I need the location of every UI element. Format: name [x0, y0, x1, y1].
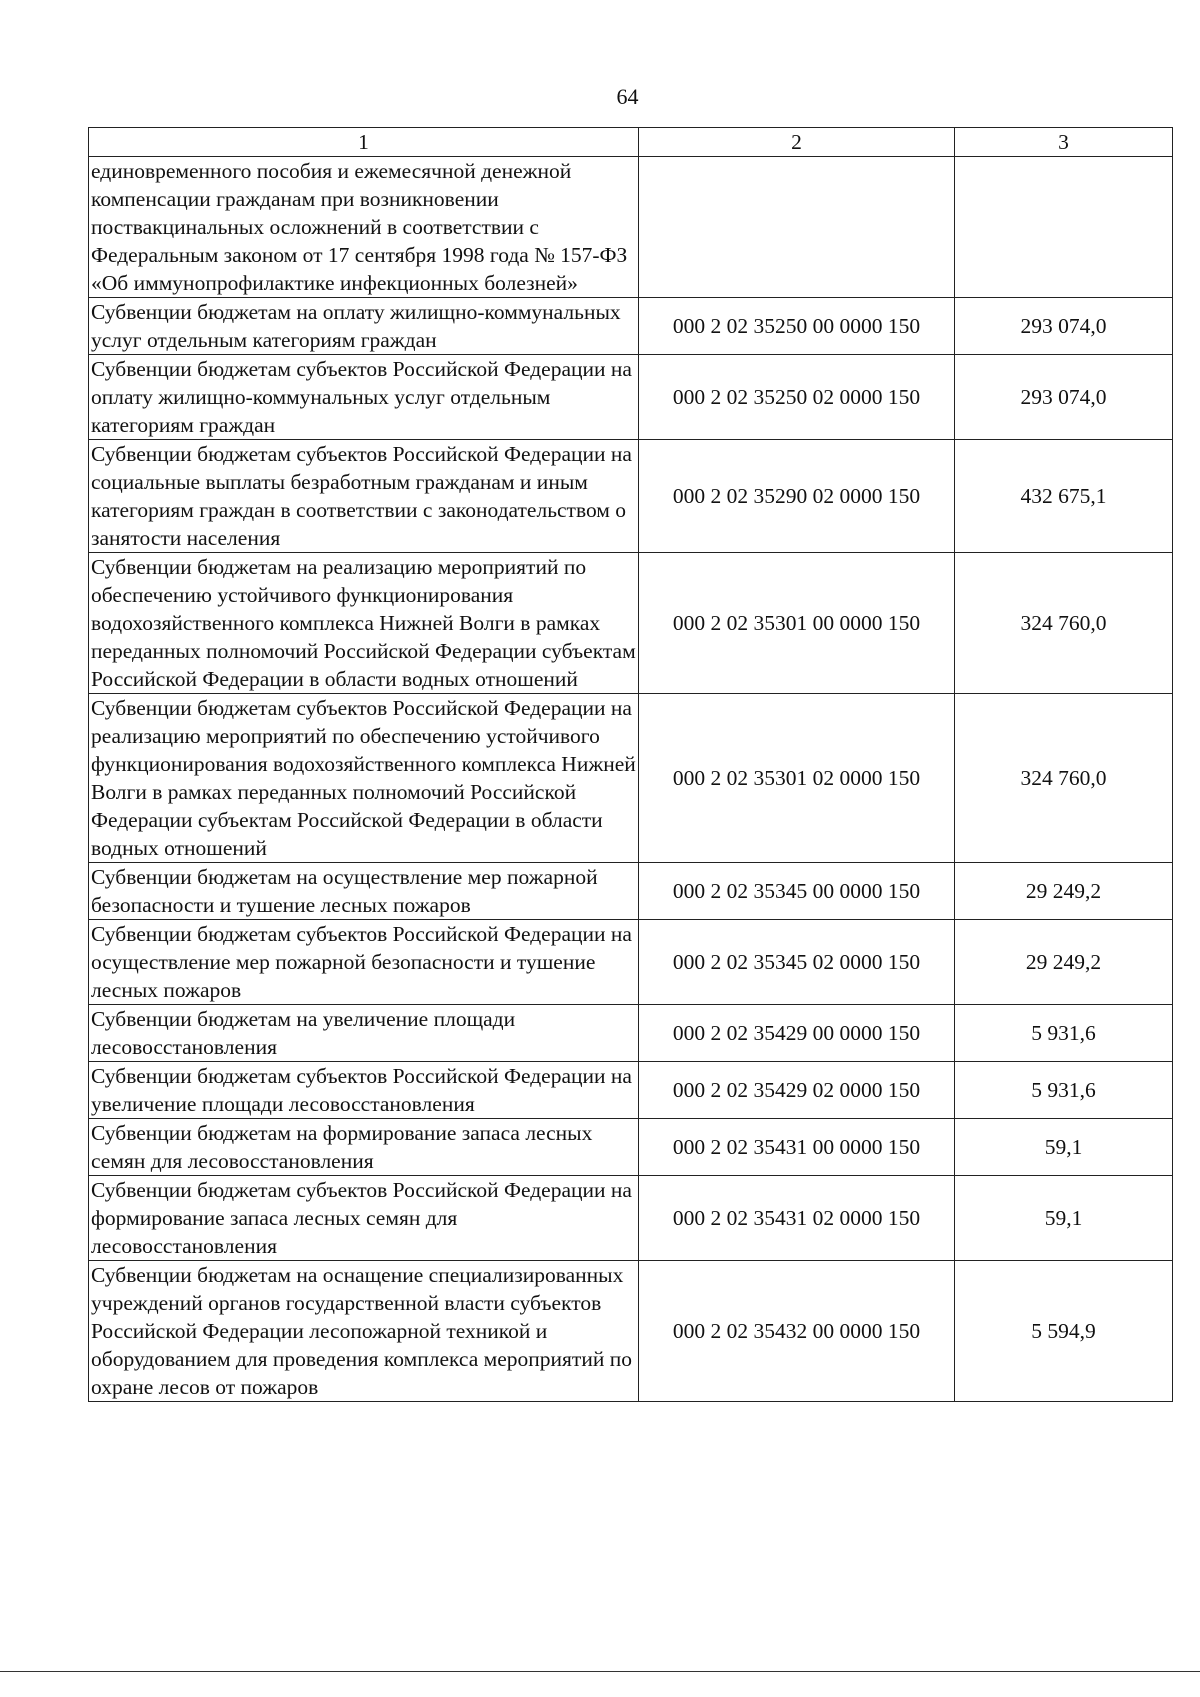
row-code: 000 2 02 35431 00 0000 150	[639, 1119, 955, 1176]
row-name: Субвенции бюджетам на реализацию мероприятий по обеспечению устойчивого функционирования водохозяйственного комплекса Нижней Волги в рамках переданных полномочий Российской Федерации субъектам Российской Федерации в области водных отношений	[89, 553, 639, 694]
row-sum: 432 675,1	[955, 440, 1173, 553]
table-row	[89, 1119, 1173, 1176]
row-name: Субвенции бюджетам на осуществление мер пожарной безопасности и тушение лесных пожаров	[89, 863, 639, 920]
row-code: 000 2 02 35301 02 0000 150	[639, 694, 955, 863]
header-col-2: 2	[639, 128, 955, 157]
row-code	[639, 157, 955, 298]
table-row	[89, 1176, 1173, 1261]
row-name: Субвенции бюджетам на увеличение площади лесовосстановления	[89, 1005, 639, 1062]
table-row	[89, 298, 1173, 355]
row-name: единовременного пособия и ежемесячной денежной компенсации гражданам при возникновении поствакцинальных осложнений в соответствии с Федеральным законом от 17 сентября 1998 года № 157-ФЗ «Об иммунопрофилактике инфекционных болезней»	[89, 157, 639, 298]
header-col-3: 3	[955, 128, 1173, 157]
row-code: 000 2 02 35301 00 0000 150	[639, 553, 955, 694]
row-code: 000 2 02 35345 00 0000 150	[639, 863, 955, 920]
table-row	[89, 157, 1173, 298]
row-name: Субвенции бюджетам на формирование запаса лесных семян для лесовосстановления	[89, 1119, 639, 1176]
table-row	[89, 920, 1173, 1005]
row-sum: 293 074,0	[955, 355, 1173, 440]
row-name: Субвенции бюджетам субъектов Российской Федерации на оплату жилищно-коммунальных услуг отдельным категориям граждан	[89, 355, 639, 440]
row-code: 000 2 02 35345 02 0000 150	[639, 920, 955, 1005]
budget-table	[88, 127, 1173, 1402]
table-row	[89, 863, 1173, 920]
row-code: 000 2 02 35290 02 0000 150	[639, 440, 955, 553]
row-name: Субвенции бюджетам субъектов Российской Федерации на увеличение площади лесовосстановления	[89, 1062, 639, 1119]
table-row	[89, 1062, 1173, 1119]
row-name: Субвенции бюджетам субъектов Российской Федерации на реализацию мероприятий по обеспечению устойчивого функционирования водохозяйственного комплекса Нижней Волги в рамках переданных полномочий Российской Федерации субъектам Российской Федерации в области водных отношений	[89, 694, 639, 863]
page-number: 64	[616, 84, 639, 109]
table-row	[89, 694, 1173, 863]
row-code: 000 2 02 35432 00 0000 150	[639, 1261, 955, 1402]
row-name: Субвенции бюджетам на оплату жилищно-коммунальных услуг отдельным категориям граждан	[89, 298, 639, 355]
row-sum: 324 760,0	[955, 553, 1173, 694]
row-sum: 5 594,9	[955, 1261, 1173, 1402]
table-row	[89, 440, 1173, 553]
table-row	[89, 1261, 1173, 1402]
table-row	[89, 1005, 1173, 1062]
header-col-1: 1	[89, 128, 639, 157]
row-sum	[955, 157, 1173, 298]
row-sum: 59,1	[955, 1119, 1173, 1176]
row-sum: 324 760,0	[955, 694, 1173, 863]
table-row	[89, 553, 1173, 694]
row-code: 000 2 02 35250 02 0000 150	[639, 355, 955, 440]
row-code: 000 2 02 35250 00 0000 150	[639, 298, 955, 355]
row-sum: 5 931,6	[955, 1005, 1173, 1062]
row-sum: 29 249,2	[955, 920, 1173, 1005]
row-code: 000 2 02 35431 02 0000 150	[639, 1176, 955, 1261]
bottom-divider	[0, 1671, 1200, 1672]
row-sum: 293 074,0	[955, 298, 1173, 355]
row-sum: 5 931,6	[955, 1062, 1173, 1119]
table-row	[89, 355, 1173, 440]
row-sum: 59,1	[955, 1176, 1173, 1261]
row-name: Субвенции бюджетам субъектов Российской Федерации на осуществление мер пожарной безопасности и тушение лесных пожаров	[89, 920, 639, 1005]
row-code: 000 2 02 35429 00 0000 150	[639, 1005, 955, 1062]
row-code: 000 2 02 35429 02 0000 150	[639, 1062, 955, 1119]
row-sum: 29 249,2	[955, 863, 1173, 920]
row-name: Субвенции бюджетам субъектов Российской Федерации на социальные выплаты безработным гражданам и иным категориям граждан в соответствии с законодательством о занятости населения	[89, 440, 639, 553]
row-name: Субвенции бюджетам субъектов Российской Федерации на формирование запаса лесных семян для лесовосстановления	[89, 1176, 639, 1261]
row-name: Субвенции бюджетам на оснащение специализированных учреждений органов государственной власти субъектов Российской Федерации лесопожарной техникой и оборудованием для проведения комплекса мероприятий по охране лесов от пожаров	[89, 1261, 639, 1402]
table-header-row	[89, 128, 1173, 157]
